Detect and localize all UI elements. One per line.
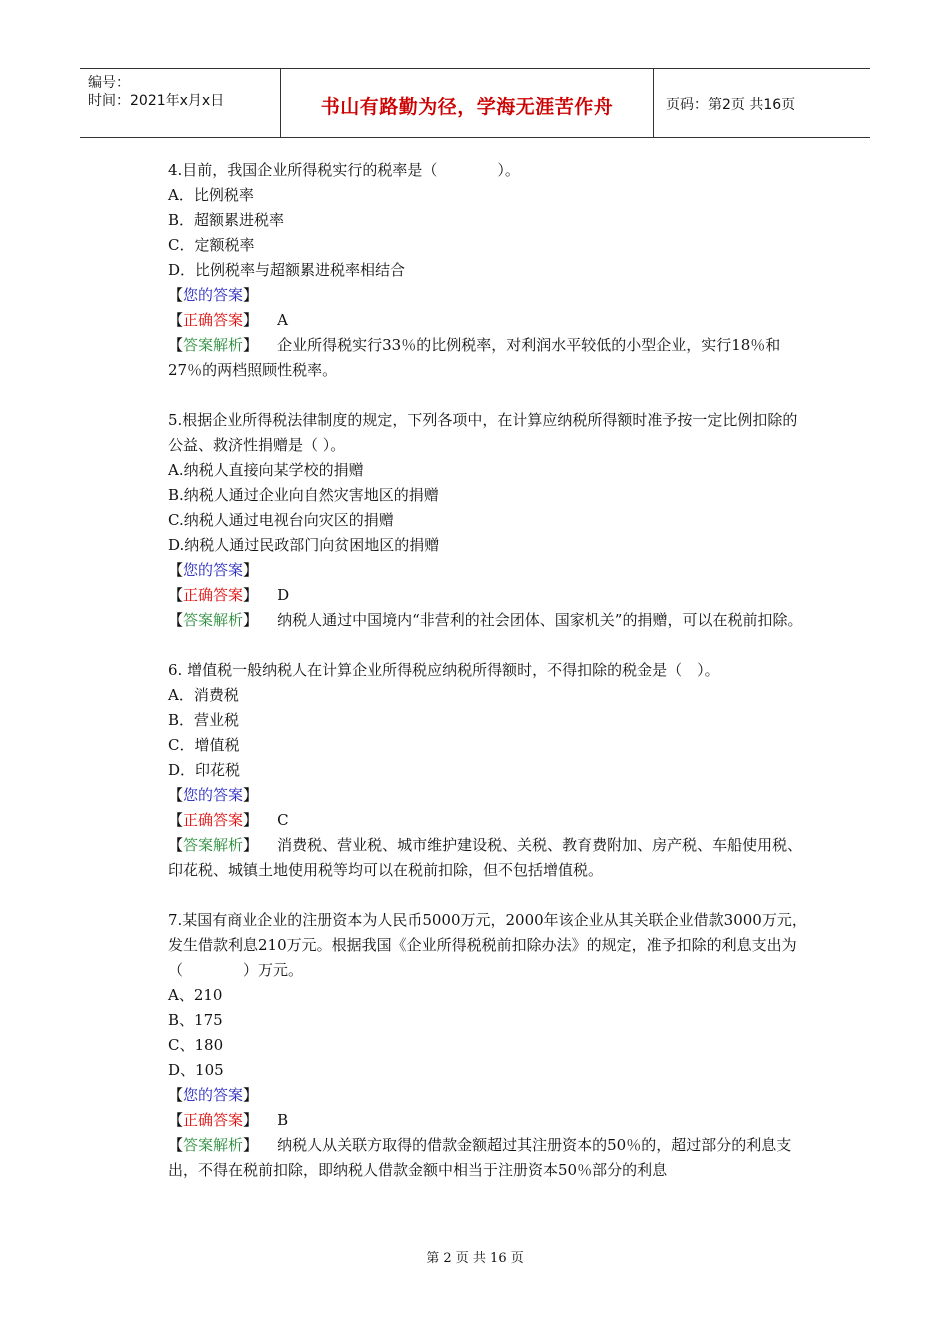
header-motto-cell <box>281 69 654 137</box>
number-label: 编号： <box>88 75 130 91</box>
correct-answer-row: 【正确答案】 A <box>168 311 288 329</box>
motto: 书山有路勤为径，学海无涯苦作舟 <box>320 96 614 118</box>
option-c: C．定额税率 <box>168 236 255 254</box>
question-stem: 7.某国有商业企业的注册资本为人民币5000万元，2000年该企业从其关联企业借款3000万元，发生借款利息210万元。根据我国《企业所得税税前扣除办法》的规定，准予扣除的利息支出为（ ）万元。 <box>168 911 807 979</box>
correct-answer-value: B <box>277 1111 289 1129</box>
question-stem: 6. 增值税一般纳税人在计算企业所得税应纳税所得额时，不得扣除的税金是（ ）。 <box>168 661 720 679</box>
correct-answer-row: 【正确答案】 B <box>168 1111 289 1129</box>
option-b: B．超额累进税率 <box>168 211 285 229</box>
analysis-row: 【答案解析】 消费税、营业税、城市维护建设税、关税、教育费附加、房产税、车船使用税、印花税、城镇土地使用税等均可以在税前扣除，但不包括增值税。 <box>168 836 803 879</box>
option-b: B、175 <box>168 1011 223 1029</box>
option-a: A、210 <box>168 986 223 1004</box>
correct-answer-row: 【正确答案】 C <box>168 811 289 829</box>
option-b: B.纳税人通过企业向自然灾害地区的捐赠 <box>168 486 439 504</box>
page-code: 页码：第2页 共16页 <box>666 97 796 113</box>
header-info-cell <box>80 69 281 137</box>
option-c: C、180 <box>168 1036 224 1054</box>
correct-answer-value: C <box>277 811 289 829</box>
correct-answer-label: 正确答案 <box>183 1111 244 1129</box>
correct-answer-label: 正确答案 <box>183 586 244 604</box>
option-d: D.纳税人通过民政部门向贫困地区的捐赠 <box>168 536 440 554</box>
question-6 <box>168 658 808 883</box>
question-stem: 4.目前，我国企业所得税实行的税率是（ ）。 <box>168 161 520 179</box>
question-5 <box>168 408 808 633</box>
option-d: D．印花税 <box>168 761 241 779</box>
your-answer-label: 您的答案 <box>183 1086 244 1104</box>
option-b: B．营业税 <box>168 711 240 729</box>
header-page-cell <box>654 69 870 137</box>
analysis-row: 【答案解析】 纳税人通过中国境内“非营利的社会团体、国家机关”的捐赠，可以在税前扣除。 <box>168 611 803 629</box>
analysis-row: 【答案解析】 企业所得税实行33％的比例税率，对利润水平较低的小型企业，实行18％和27％的两档照顾性税率。 <box>168 336 781 379</box>
your-answer-label: 您的答案 <box>183 786 244 804</box>
document-header <box>80 68 870 138</box>
correct-answer-label: 正确答案 <box>183 311 244 329</box>
option-d: D、105 <box>168 1061 224 1079</box>
your-answer-row: 【您的答案】 <box>168 786 259 804</box>
option-c: C.纳税人通过电视台向灾区的捐赠 <box>168 511 394 529</box>
question-7 <box>168 908 808 1183</box>
correct-answer-value: A <box>277 311 288 329</box>
analysis-label: 答案解析 <box>183 611 244 629</box>
page-footer: 第 2 页 共 16 页 <box>426 1251 524 1266</box>
question-4 <box>168 158 808 383</box>
option-d: D．比例税率与超额累进税率相结合 <box>168 261 406 279</box>
option-a: A.纳税人直接向某学校的捐赠 <box>168 461 364 479</box>
question-list <box>168 158 808 1208</box>
your-answer-label: 您的答案 <box>183 286 244 304</box>
correct-answer-value: D <box>277 586 290 604</box>
option-a: A．消费税 <box>168 686 239 704</box>
analysis-row: 【答案解析】 纳税人从关联方取得的借款金额超过其注册资本的50％的，超过部分的利息支出，不得在税前扣除，即纳税人借款金额中相当于注册资本50％部分的利息 <box>168 1136 792 1179</box>
analysis-text: 企业所得税实行33％的比例税率，对利润水平较低的小型企业，实行18％和27％的两档照顾性税率。 <box>168 336 781 379</box>
option-c: C．增值税 <box>168 736 240 754</box>
correct-answer-row: 【正确答案】 D <box>168 586 290 604</box>
analysis-label: 答案解析 <box>183 1136 244 1154</box>
analysis-text: 纳税人通过中国境内“非营利的社会团体、国家机关”的捐赠，可以在税前扣除。 <box>277 611 803 629</box>
your-answer-label: 您的答案 <box>183 561 244 579</box>
option-a: A．比例税率 <box>168 186 254 204</box>
analysis-text: 纳税人从关联方取得的借款金额超过其注册资本的50％的，超过部分的利息支出，不得在税前扣除，即纳税人借款金额中相当于注册资本50％部分的利息 <box>168 1136 792 1179</box>
your-answer-row: 【您的答案】 <box>168 286 259 304</box>
time-label: 时间：2021年x月x日 <box>88 93 225 109</box>
question-stem: 5.根据企业所得税法律制度的规定，下列各项中，在计算应纳税所得额时准予按一定比例扣除的公益、救济性捐赠是（ ）。 <box>168 411 798 454</box>
analysis-label: 答案解析 <box>183 336 244 354</box>
analysis-label: 答案解析 <box>183 836 244 854</box>
analysis-text: 消费税、营业税、城市维护建设税、关税、教育费附加、房产税、车船使用税、印花税、城镇土地使用税等均可以在税前扣除，但不包括增值税。 <box>168 836 803 879</box>
your-answer-row: 【您的答案】 <box>168 561 259 579</box>
your-answer-row: 【您的答案】 <box>168 1086 259 1104</box>
correct-answer-label: 正确答案 <box>183 811 244 829</box>
